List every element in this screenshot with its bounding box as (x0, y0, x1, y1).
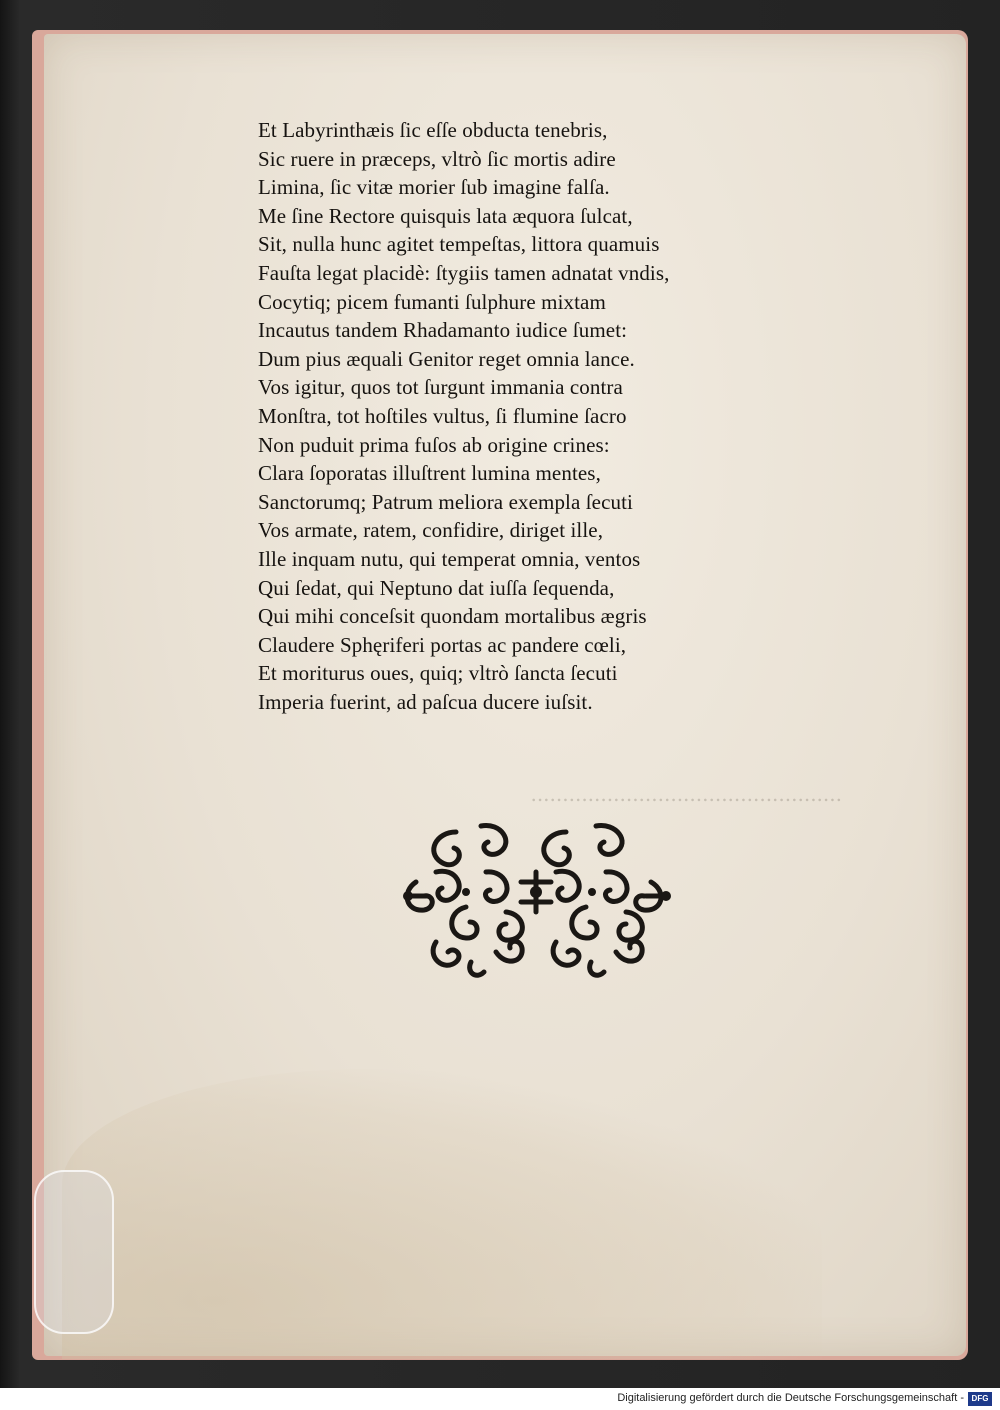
poem-line: Sit, nulla hunc agitet tempeſtas, littora quamuis (258, 232, 660, 257)
poem-line: Monſtra, tot hoſtiles vultus, ſi flumine ſacro (258, 403, 627, 428)
footer-credit: Digitalisierung gefördert durch die Deutsche Forschungsgemeinschaft - (617, 1392, 964, 1404)
poem-line: Cocytiq; picem fumanti ſulphure mixtam (258, 289, 606, 314)
scanner-clip (34, 1170, 114, 1334)
poem-line: Imperia fuerint, ad paſcua ducere iuſsit. (258, 689, 593, 714)
poem-line: Ille inquam nutu, qui temperat omnia, ventos (258, 546, 641, 571)
poem-line: Dum pius æquali Genitor reget omnia lance. (258, 346, 635, 371)
poem-line: Me ſine Rectore quisquis lata æquora ſulcat, (258, 203, 633, 228)
poem-line: Claudere Sphęriferi portas ac pandere cœli, (258, 632, 627, 657)
poem-line: Et Labyrinthæis ſic eſſe obducta tenebris, (258, 118, 608, 142)
poem-line: Sic ruere in præceps, vltrò ſic mortis adire (258, 146, 616, 171)
dfg-logo: DFG (968, 1392, 992, 1406)
poem-line: Vos armate, ratem, confidire, diriget ille, (258, 518, 604, 543)
poem-line: Qui mihi conceſsit quondam mortalibus ægris (258, 604, 647, 629)
footer-bar (0, 1388, 1000, 1410)
poem-line: Et moriturus oues, quiq; vltrò ſancta ſecuti (258, 661, 618, 686)
poem-line: Clara ſoporatas illuſtrent lumina mentes, (258, 461, 601, 486)
bleed-through-text: ................................................. (530, 782, 842, 806)
poem-line: Non puduit prima fuſos ab origine crines: (258, 432, 610, 457)
poem-line: Sanctorumq; Patrum meliora exempla ſecuti (258, 489, 633, 514)
poem-line: Fauſta legat placidè: ſtygiis tamen adnatat vndis, (258, 260, 670, 285)
poem-line: Incautus tandem Rhadamanto iudice ſumet: (258, 318, 628, 343)
poem-line: Vos igitur, quos tot ſurgunt immania contra (258, 375, 623, 400)
poem-line: Limina, ſic vitæ morier ſub imagine falſa. (258, 175, 610, 200)
arabesque-ornament-icon (396, 812, 676, 984)
poem-text (258, 116, 778, 716)
poem-line: Qui ſedat, qui Neptuno dat iuſſa ſequenda, (258, 575, 615, 600)
